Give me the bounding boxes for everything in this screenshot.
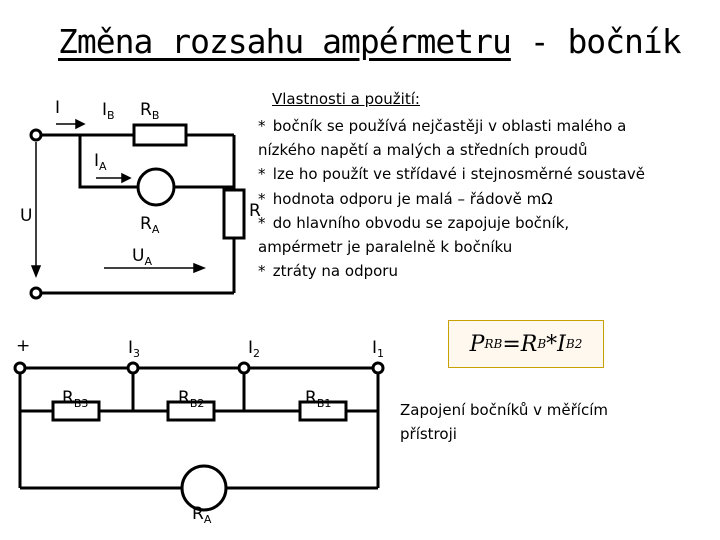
label-ua: $U_A$ [132, 246, 152, 268]
title-suffix: - bočník [529, 22, 681, 61]
label-i3: $I_3$ [128, 338, 141, 360]
label-rb3: $R_{B3}$ [62, 388, 89, 410]
properties-heading: Vlastnosti a použití: [272, 90, 420, 108]
label-i1: $I_1$ [372, 338, 385, 360]
figure-caption: Zapojení bočníků v měřícím přístroji [400, 401, 608, 443]
power-loss-formula: P RB = R B * I B 2 [448, 320, 604, 368]
property-item: * lze ho použít ve střídavé i stejnosměrné soustavě [258, 165, 645, 184]
label-rb2: $R_{B2}$ [178, 388, 205, 410]
title-main: Změna rozsahu ampérmetru [58, 22, 511, 61]
label-i2: $I_2$ [248, 338, 261, 360]
property-item: * hodnota odporu je malá – řádově mΩ [258, 189, 553, 208]
label-u: U [20, 206, 33, 226]
wire-ammeter-branch [80, 135, 138, 187]
resistor-rb [134, 125, 186, 145]
ammeter-symbol-2 [182, 466, 226, 510]
resistor-r [224, 190, 244, 238]
property-item: * ztráty na odporu [258, 262, 398, 281]
label-rb1: $R_{B1}$ [305, 388, 332, 410]
label-ra-2: $R_A$ [192, 504, 212, 526]
label-ia: $I_A$ [94, 151, 107, 173]
label-i: I [55, 98, 61, 118]
label-plus: + [16, 336, 31, 356]
label-ib: $I_B$ [102, 100, 115, 122]
property-item-continuation: ampérmetr je paralelně k bočníku [258, 238, 513, 257]
label-r: R [249, 201, 261, 221]
property-item: * bočník se používá nejčastěji v oblasti malého a [258, 117, 627, 135]
label-ra: $R_A$ [140, 214, 160, 236]
terminal-i1 [373, 363, 383, 373]
terminal-plus [15, 363, 25, 373]
terminal-i3 [128, 363, 138, 373]
property-item-continuation: nízkého napětí a malých a středních proudů [258, 141, 588, 160]
terminal-top [31, 130, 41, 140]
properties-list [258, 114, 718, 283]
property-item: * do hlavního obvodu se zapojuje bočník, [258, 213, 570, 232]
terminal-bottom [31, 288, 41, 298]
label-rb: $R_B$ [140, 100, 160, 122]
ammeter-symbol [138, 169, 174, 205]
terminal-i2 [239, 363, 249, 373]
